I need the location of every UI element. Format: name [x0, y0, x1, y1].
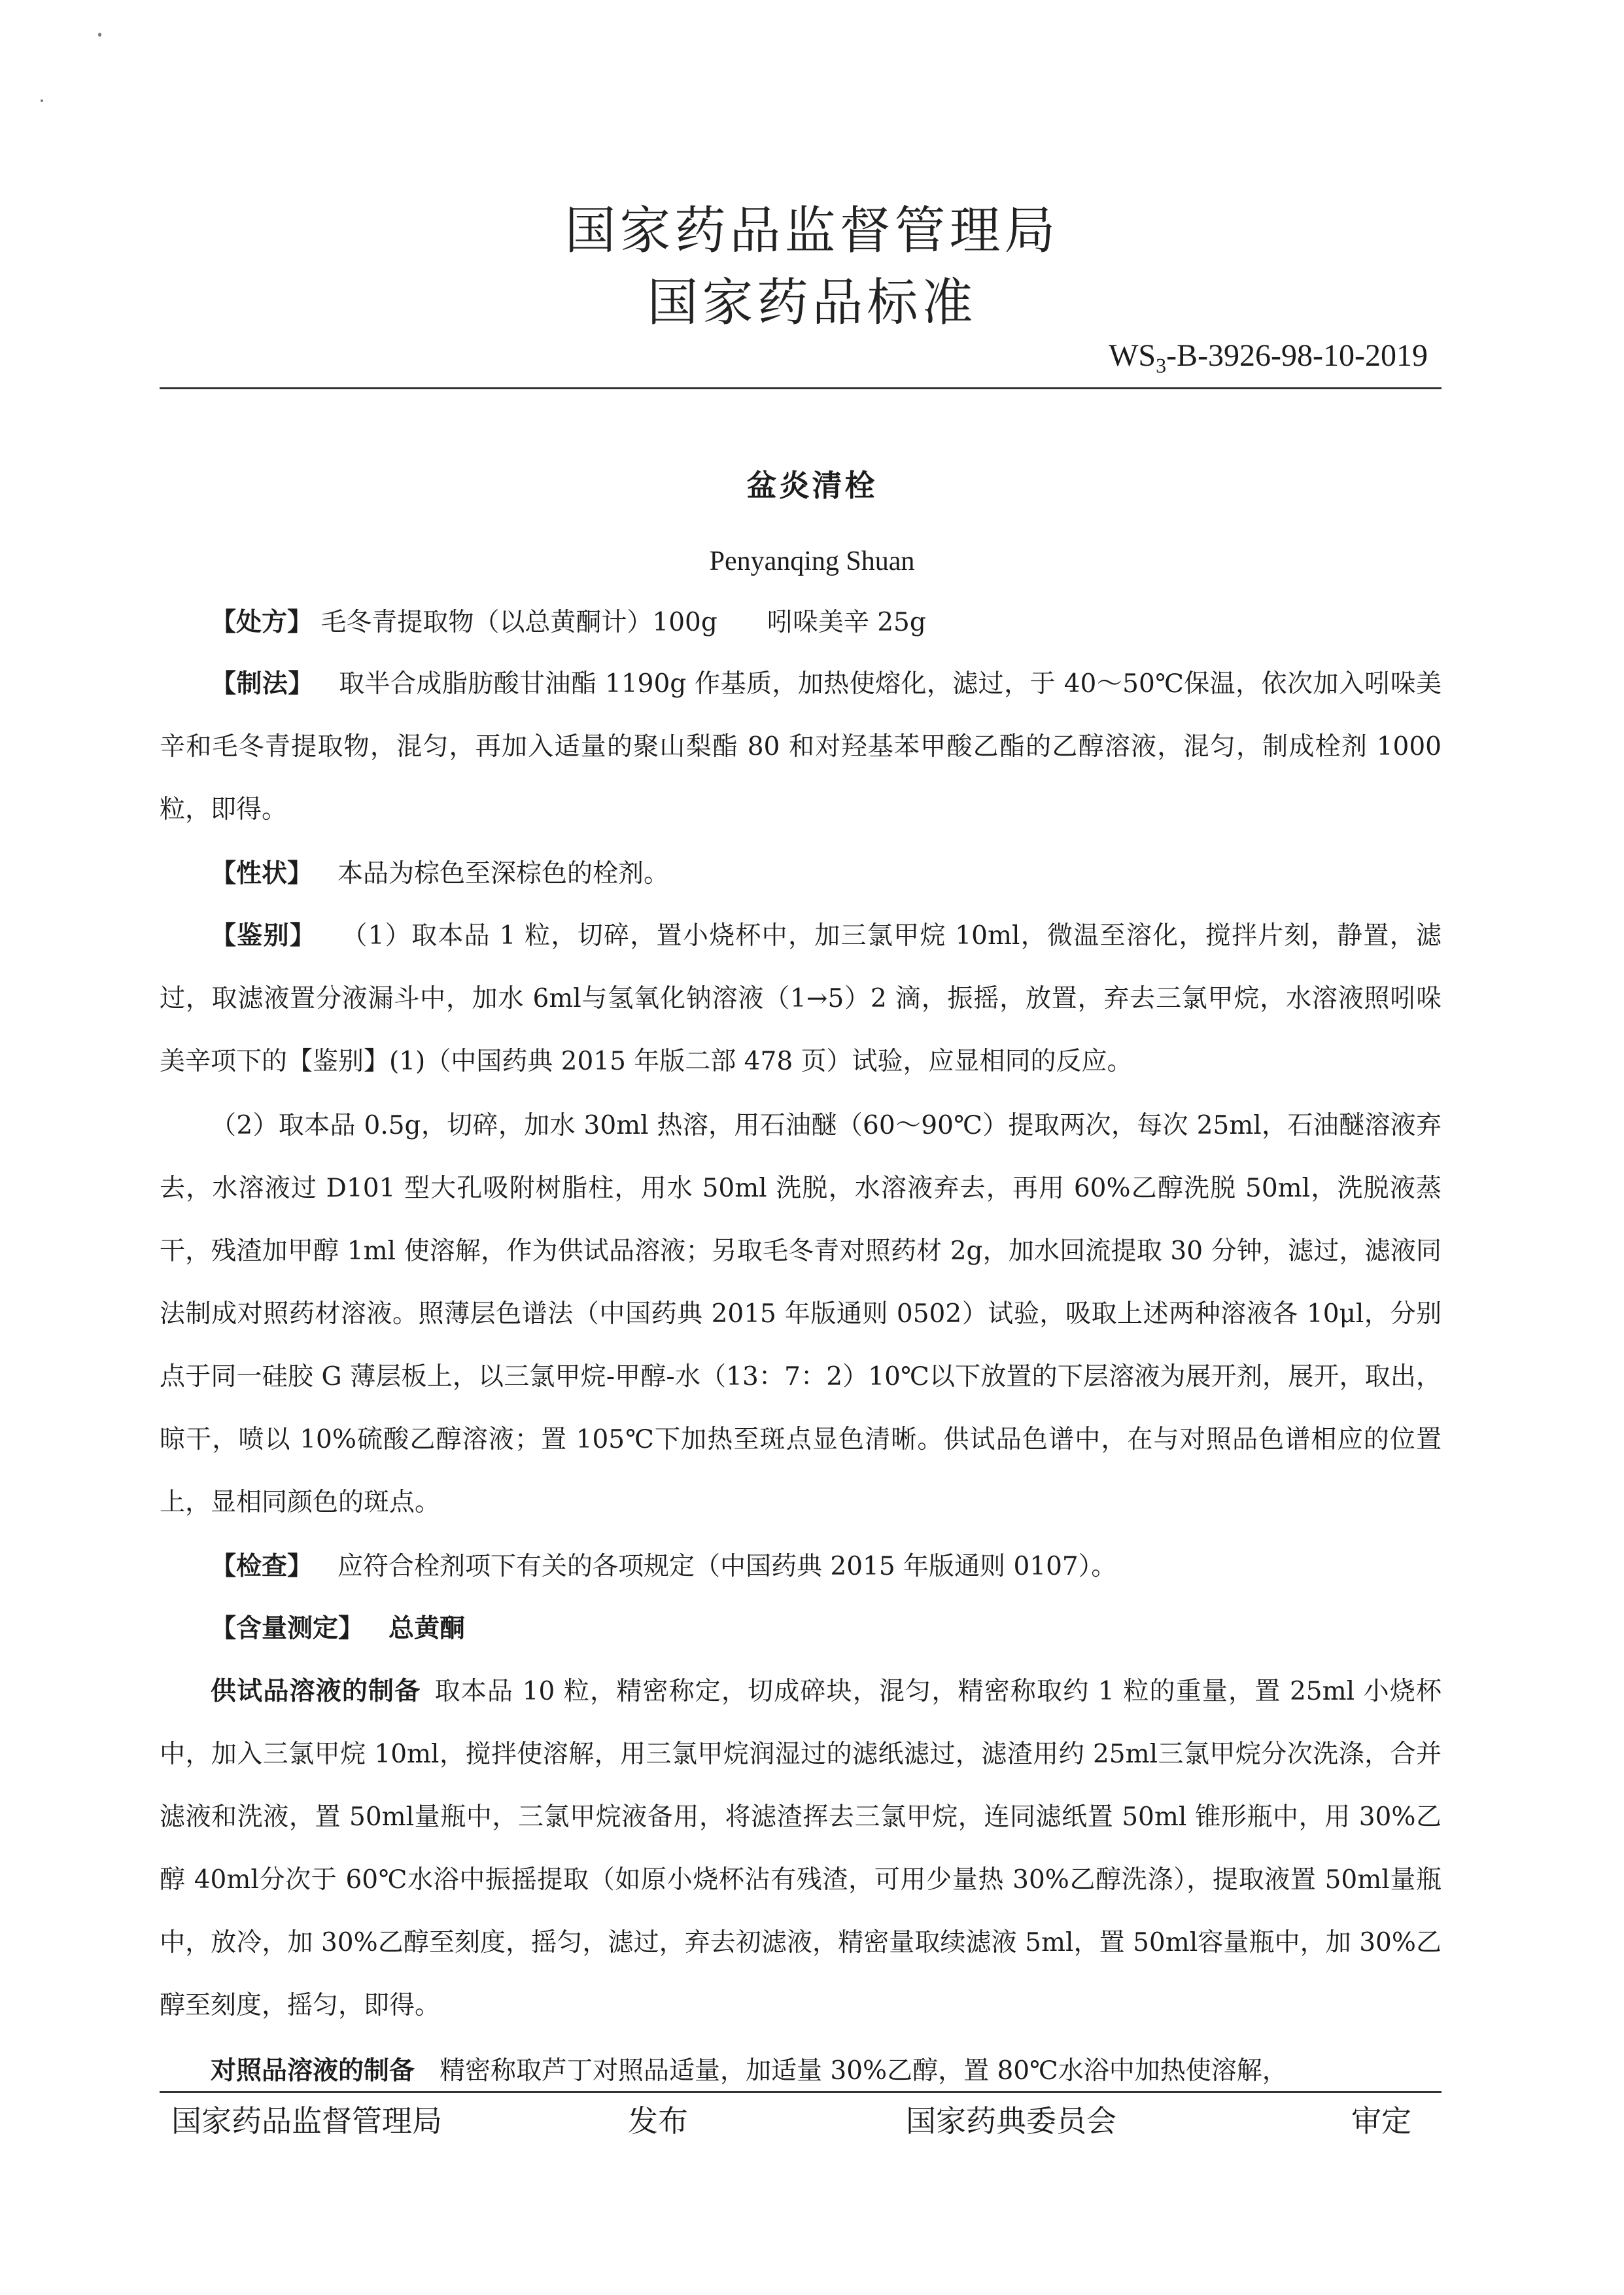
test-solution-label: 供试品溶液的制备 [211, 1677, 421, 1706]
section-identification [160, 905, 1442, 1093]
preparation-text: 取半合成脂肪酸甘油酯 1190g 作基质，加热使熔化，滤过，于 40～50℃保温，依次加入吲哚美辛和毛冬青提取物，混匀，再加入适量的聚山梨酯 80 和对羟基苯甲酸乙酯的乙醇溶液，混匀，制成栓剂 1000 粒，即得。 [160, 669, 1442, 824]
footer-divider [160, 2091, 1442, 2093]
section-prescription [160, 591, 1442, 654]
identification-label: 【鉴别】 [211, 921, 317, 951]
standard-code [1109, 338, 1428, 378]
code-prefix: WS [1109, 338, 1156, 373]
inspection-label: 【检查】 [211, 1552, 313, 1581]
scan-speck [98, 33, 101, 37]
prescription-item: 毛冬青提取物（以总黄酮计）100g [320, 608, 717, 637]
character-text: 本品为棕色至深棕色的栓剂。 [337, 859, 670, 888]
test-solution-text: 取本品 10 粒，精密称定，切成碎块，混匀，精密称取约 1 粒的重量，置 25ml 小烧杯中，加入三氯甲烷 10ml，搅拌使溶解，用三氯甲烷润湿过的滤纸滤过，滤渣用约 25ml三氯甲烷分次洗涤，合并滤液和洗液，置 50ml量瓶中，三氯甲烷液备用，将滤渣挥去三氯甲烷，连同滤纸置 50ml 锥形瓶中，用 30%乙醇 40ml分次于 60℃水浴中振摇提取（如原小烧杯沾有残渣，可用少量热 30%乙醇洗涤），提取液置 50ml量瓶中，放冷，加 30%乙醇至刻度，摇匀，滤过，弃去初滤液，精密量取续滤液 5ml，置 50ml容量瓶中，加 30%乙醇至刻度，摇匀，即得。 [160, 1677, 1442, 2020]
header-divider [160, 387, 1442, 389]
section-inspection [160, 1535, 1442, 1598]
character-label: 【性状】 [211, 859, 313, 888]
reference-solution-label: 对照品溶液的制备 [211, 2056, 415, 2086]
code-subscript: 3 [1156, 353, 1167, 377]
section-preparation [160, 653, 1442, 841]
prescription-label: 【处方】 [211, 608, 313, 637]
scan-speck [41, 99, 43, 102]
assay-subject: 总黄酮 [389, 1614, 466, 1643]
footer-issuer: 国家药品监督管理局 [171, 2103, 442, 2139]
preparation-label: 【制法】 [211, 669, 314, 699]
identification-paragraph-2 [160, 1095, 1442, 1534]
prescription-item: 吲哚美辛 25g [767, 608, 926, 637]
identification-text-1: （1）取本品 1 粒，切碎，置小烧杯中，加三氯甲烷 10ml，微温至溶化，搅拌片刻，静置，滤过，取滤液置分液漏斗中，加水 6ml与氢氧化钠溶液（1→5）2 滴，振摇，放置，弃去三氯甲烷，水溶液照吲哚美辛项下的【鉴别】(1)（中国药典 2015 年版二部 478 页）试验，应显相同的反应。 [160, 921, 1442, 1076]
section-assay [160, 1598, 1442, 1660]
identification-text-2: （2）取本品 0.5g，切碎，加水 30ml 热溶，用石油醚（60～90℃）提取两次，每次 25ml，石油醚溶液弃去，水溶液过 D101 型大孔吸附树脂柱，用水 50ml 洗脱，水溶液弃去，再用 60%乙醇洗脱 50ml，洗脱液蒸干，残渣加甲醇 1ml 使溶解，作为供试品溶液；另取毛冬青对照药材 2g，加水回流提取 30 分钟，滤过，滤液同法制成对照药材溶液。照薄层色谱法（中国药典 2015 年版通则 0502）试验，吸取上述两种溶液各 10μl，分别点于同一硅胶 G 薄层板上，以三氯甲烷-甲醇-水（13：7：2）10℃以下放置的下层溶液为展开剂，展开，取出，晾干，喷以 10%硫酸乙醇溶液；置 105℃下加热至斑点显色清晰。供试品色谱中，在与对照品色谱相应的位置上，显相同颜色的斑点。 [160, 1111, 1442, 1517]
reference-solution-text: 精密称取芦丁对照品适量，加适量 30%乙醇，置 80℃水浴中加热使溶解， [440, 2056, 1288, 2086]
drug-title: 盆炎清栓 [746, 468, 878, 503]
test-solution-paragraph [160, 1660, 1442, 2037]
inspection-text: 应符合栓剂项下有关的各项规定（中国药典 2015 年版通则 0107）。 [337, 1552, 1117, 1581]
section-character [160, 843, 1442, 905]
drug-pinyin-title: Penyanqing Shuan [709, 546, 915, 576]
assay-label: 【含量测定】 [211, 1614, 364, 1643]
footer-review: 审定 [1351, 2103, 1411, 2139]
reference-solution-paragraph [160, 2040, 1442, 2103]
issuer-title: 国家药品监督管理局 [564, 201, 1060, 260]
standard-title: 国家药品标准 [647, 273, 977, 332]
footer-issue: 发布 [628, 2103, 688, 2139]
code-suffix: -B-3926-98-10-2019 [1166, 338, 1428, 373]
footer-committee: 国家药典委员会 [906, 2103, 1116, 2139]
